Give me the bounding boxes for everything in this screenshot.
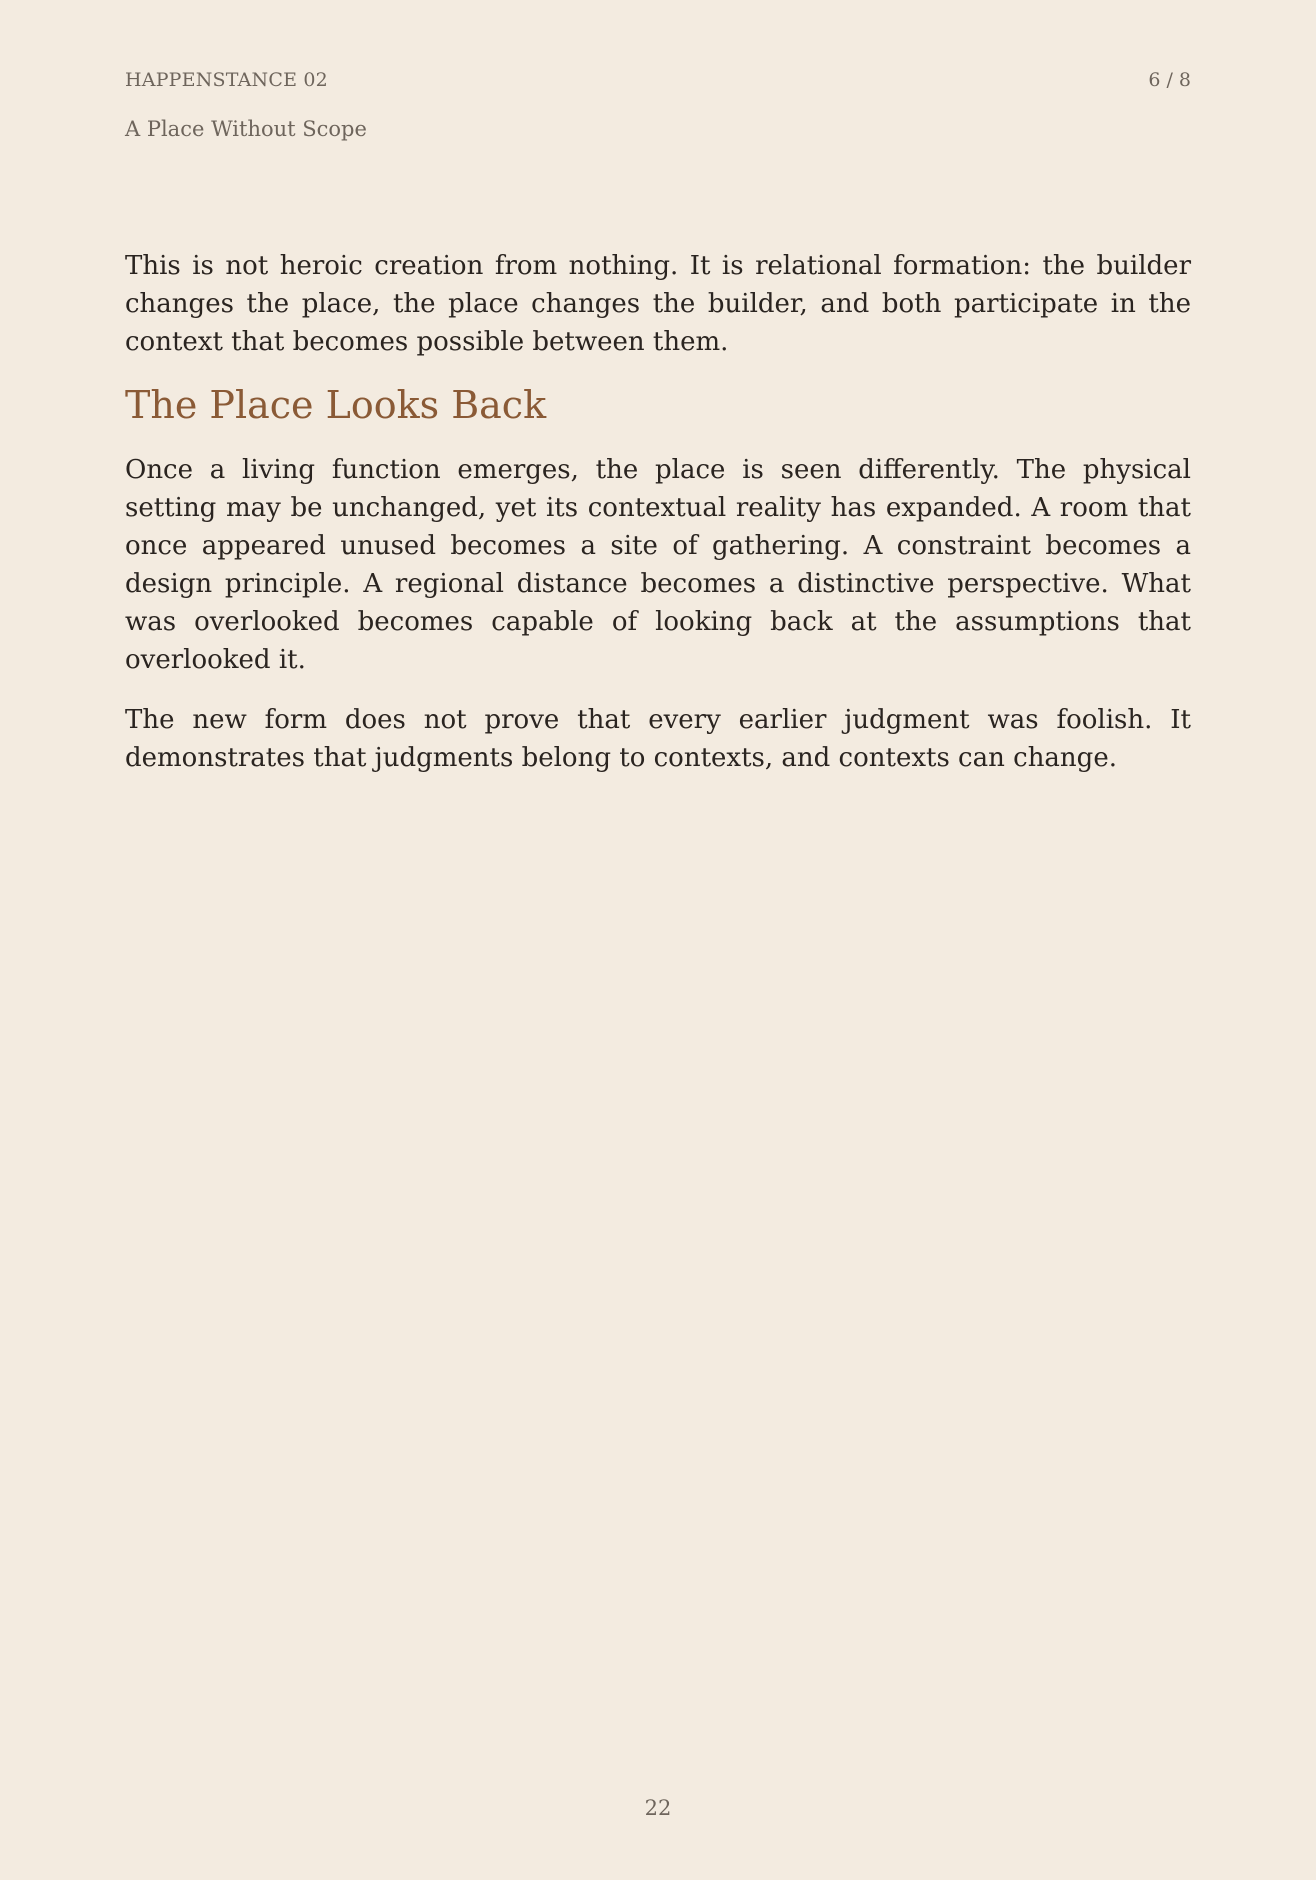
section-heading: The Place Looks Back	[125, 383, 547, 427]
page-number: 22	[644, 1796, 672, 1820]
document-subtitle: A Place Without Scope	[125, 117, 367, 141]
body-content	[125, 247, 1191, 799]
series-title: HAPPENSTANCE 02	[125, 69, 328, 91]
section-progress: 6 / 8	[1148, 69, 1191, 91]
document-page	[125, 0, 1191, 1880]
body-paragraph: This is not heroic creation from nothing. It is relational formation: the builder changes the place, the place changes the builder, and both participate in the context that becomes possible between them.	[125, 251, 1191, 357]
body-paragraph: Once a living function emerges, the place is seen differently. The physical setting may be unchanged, yet its contextual reality has expanded. A room that once appeared unused becomes a site of gathering. A constraint becomes a design principle. A regional distance becomes a distinctive perspective. What was overlooked becomes capable of looking back at the assumptions that overlooked it.	[125, 455, 1191, 675]
running-header	[125, 69, 1191, 93]
body-paragraph: The new form does not prove that every earlier judgment was foolish. It demonstrates that judgments belong to contexts, and contexts can change.	[125, 705, 1191, 773]
